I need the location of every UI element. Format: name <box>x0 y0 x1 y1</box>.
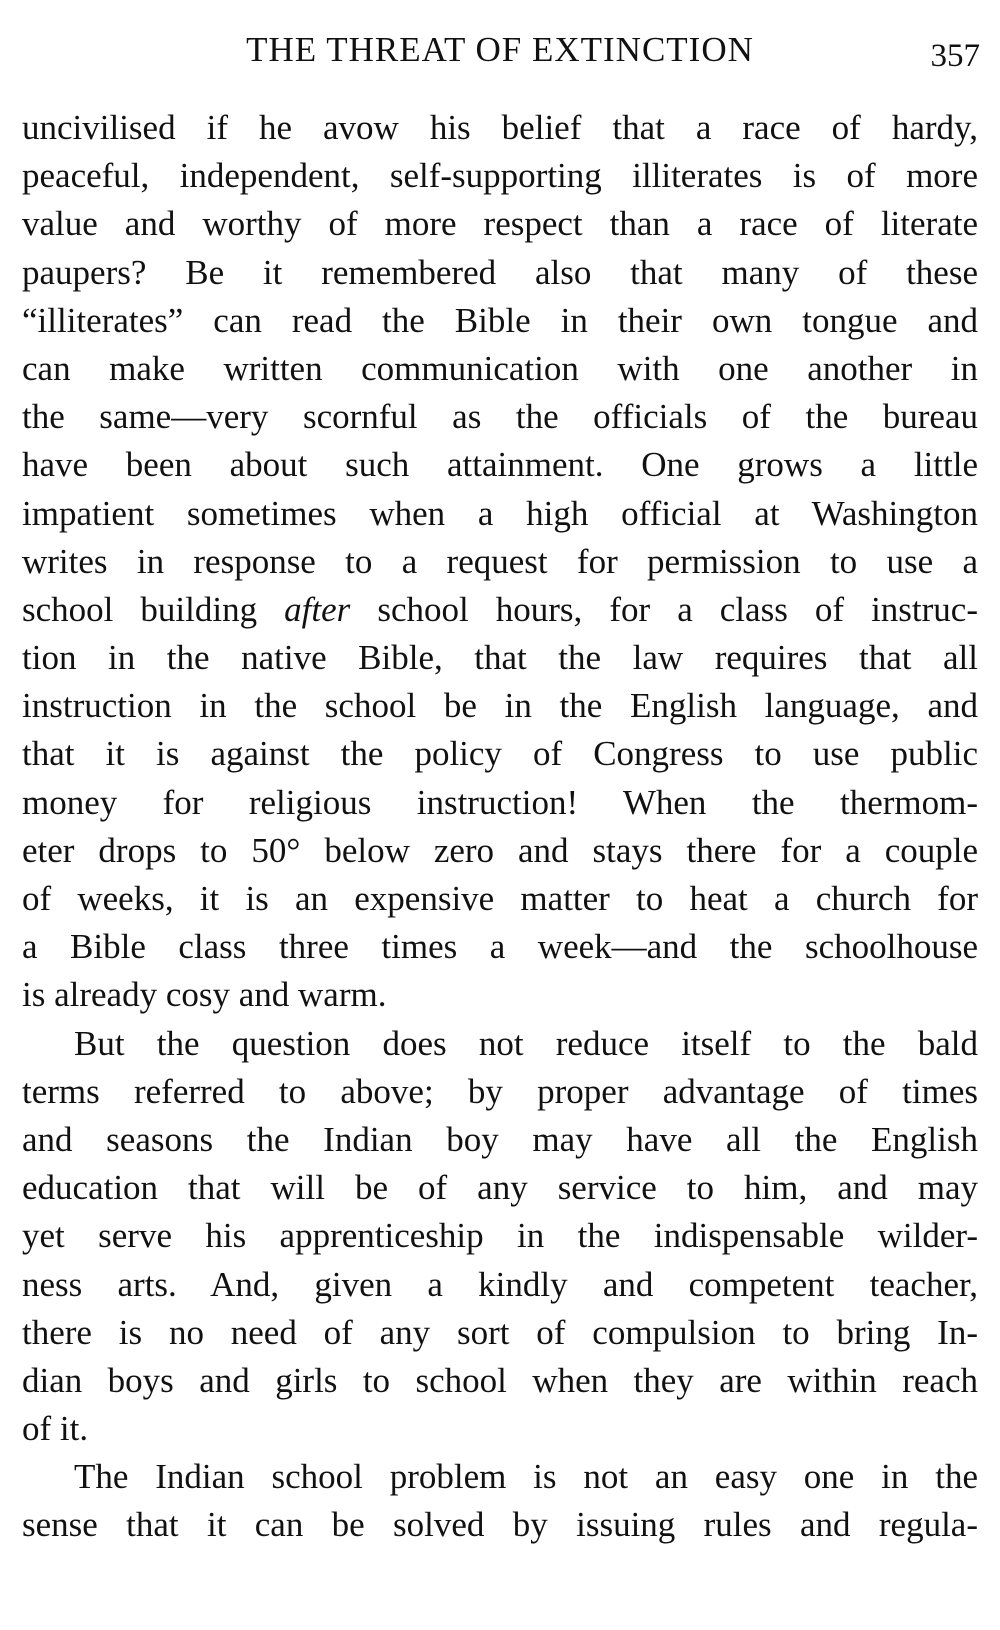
italic-word: after <box>284 589 351 629</box>
text-run: school hours, for a class of instruc- <box>350 589 978 629</box>
text-line: of it. <box>22 1409 89 1449</box>
text-line: and seasons the Indian boy may have all the English <box>22 1119 978 1159</box>
text-line: have been about such attainment. One grows a little <box>22 445 978 485</box>
text-line: “illiterates” can read the Bible in their own tongue and <box>22 300 978 340</box>
text-line: that it is against the policy of Congress to use public <box>22 734 978 774</box>
text-line: paupers? Be it remembered also that many of these <box>22 252 978 292</box>
text-line: there is no need of any sort of compulsion to bring In- <box>22 1312 978 1352</box>
text-line: sense that it can be solved by issuing rules and regula- <box>22 1505 978 1545</box>
page-number: 357 <box>930 38 980 74</box>
text-line: yet serve his apprenticeship in the indispensable wilder- <box>22 1216 978 1256</box>
paragraph-1 <box>22 104 978 1020</box>
text-line: money for religious instruction! When the thermom- <box>22 782 978 822</box>
text-line: education that will be of any service to him, and may <box>22 1168 978 1208</box>
text-line: value and worthy of more respect than a race of literate <box>22 204 978 244</box>
text-line: The Indian school problem is not an easy one in the <box>74 1457 978 1497</box>
text-line-with-italic <box>22 586 978 634</box>
running-head <box>20 26 980 76</box>
text-line: uncivilised if he avow his belief that a race of hardy, <box>22 108 978 147</box>
text-line: a Bible class three times a week—and the schoolhouse <box>22 927 978 967</box>
body-text <box>22 104 978 1550</box>
text-line: is already cosy and warm. <box>22 975 387 1015</box>
text-line: peaceful, independent, self-supporting illiterates is of more <box>22 156 978 196</box>
paragraph-2 <box>22 1020 978 1454</box>
text-line: ness arts. And, given a kindly and competent teacher, <box>22 1264 978 1304</box>
text-line: of weeks, it is an expensive matter to heat a church for <box>22 879 978 918</box>
paragraph-3 <box>22 1453 978 1549</box>
text-line: terms referred to above; by proper advantage of times <box>22 1071 978 1111</box>
text-line: But the question does not reduce itself to the bald <box>74 1023 978 1063</box>
text-line: the same—very scornful as the officials of the bureau <box>22 397 978 437</box>
running-title: THE THREAT OF EXTINCTION <box>246 30 754 69</box>
text-line: instruction in the school be in the English language, and <box>22 686 978 726</box>
text-line: tion in the native Bible, that the law requires that all <box>22 638 978 678</box>
text-line: impatient sometimes when a high official at Washington <box>22 493 978 533</box>
text-line: can make written communication with one another in <box>22 348 978 388</box>
text-line: eter drops to 50° below zero and stays there for a couple <box>22 830 978 870</box>
text-line: writes in response to a request for permission to use a <box>22 541 978 581</box>
text-run: school building <box>22 589 285 629</box>
text-line: dian boys and girls to school when they are within reach <box>22 1360 978 1400</box>
